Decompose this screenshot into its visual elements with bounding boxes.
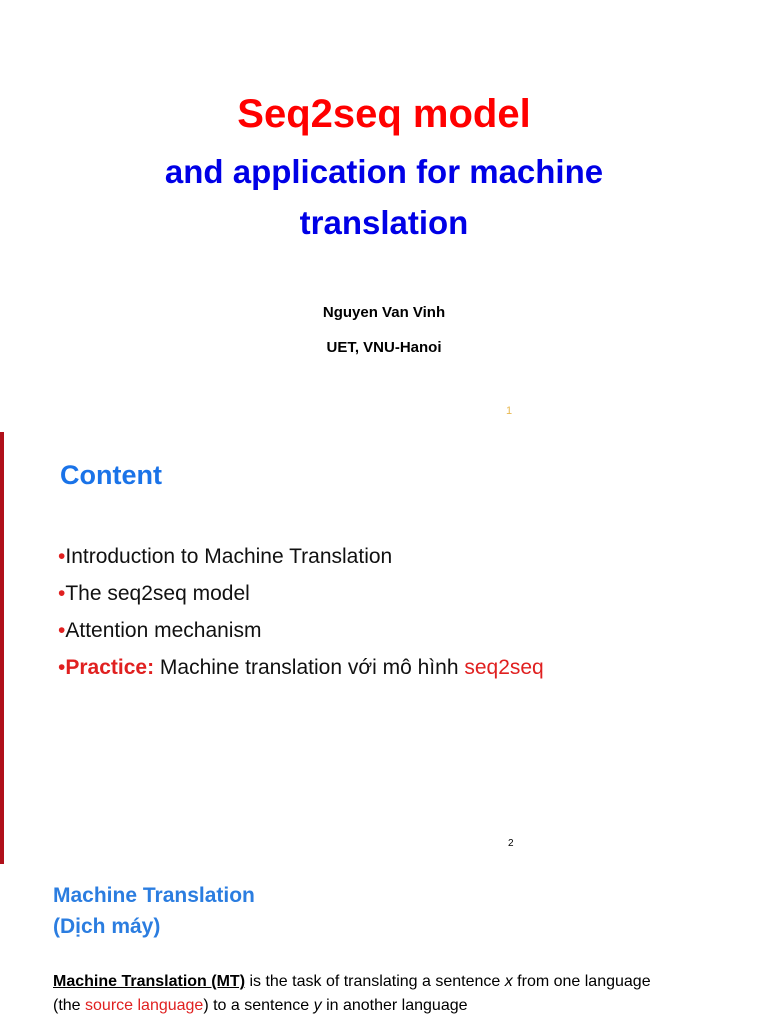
left-accent-bar bbox=[0, 432, 4, 864]
list-item-practice bbox=[58, 649, 544, 686]
slide-heading: Content bbox=[60, 460, 162, 490]
page-number: 2 bbox=[508, 838, 514, 849]
source-language-term: source language bbox=[85, 997, 204, 1014]
slide-heading bbox=[53, 880, 255, 942]
bullet-icon: • bbox=[58, 545, 66, 568]
content-list bbox=[58, 538, 544, 686]
bullet-icon: • bbox=[58, 656, 66, 679]
heading-line-1: Machine Translation bbox=[53, 884, 255, 907]
author-affiliation: UET, VNU-Hanoi bbox=[326, 339, 442, 356]
practice-label: Practice: bbox=[65, 656, 155, 679]
page-number: 1 bbox=[506, 405, 513, 417]
list-item: •The seq2seq model bbox=[58, 582, 250, 605]
variable-y: y bbox=[313, 997, 322, 1014]
bullet-icon: • bbox=[58, 619, 66, 642]
list-item: •Introduction to Machine Translation bbox=[58, 545, 393, 568]
slide-title: Seq2seq model bbox=[237, 92, 531, 136]
author-name: Nguyen Van Vinh bbox=[322, 304, 446, 321]
heading-line-2: (Dịch máy) bbox=[53, 915, 161, 938]
content-slide bbox=[0, 432, 768, 864]
title-slide bbox=[0, 0, 768, 432]
practice-text: Machine translation với mô hình bbox=[154, 656, 465, 679]
slide-subtitle: and application for machine translation bbox=[164, 153, 604, 241]
list-item: •Attention mechanism bbox=[58, 619, 262, 642]
practice-highlight: seq2seq bbox=[464, 656, 544, 679]
defined-term: Machine Translation (MT) bbox=[53, 973, 246, 990]
variable-x: x bbox=[504, 973, 513, 990]
definition-paragraph: Machine Translation (MT) is the task of translating a sentence x from one language (the source language) to a sentence y in another language bbox=[53, 973, 651, 1014]
bullet-icon: • bbox=[58, 582, 66, 605]
mt-slide bbox=[0, 864, 768, 1024]
